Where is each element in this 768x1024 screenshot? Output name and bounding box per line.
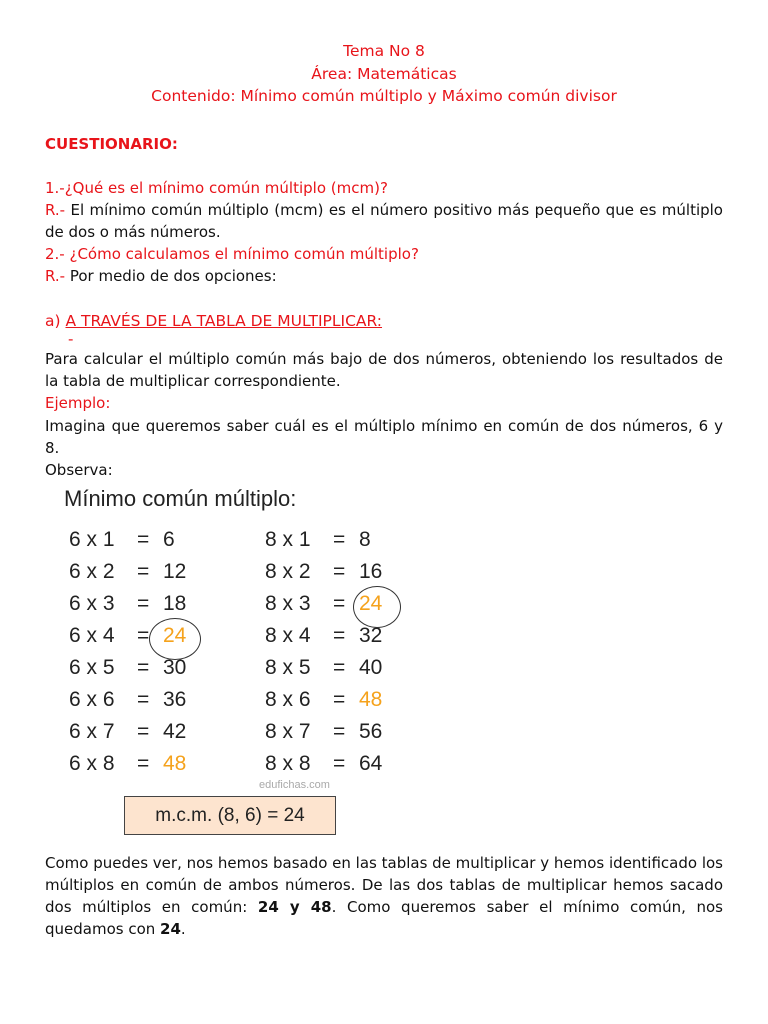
table-result: 12: [163, 560, 187, 583]
table-result: 32: [359, 624, 383, 647]
equals-sign: =: [137, 624, 150, 647]
table-result: 56: [359, 720, 383, 743]
conclusion-answer: 24: [160, 920, 181, 938]
table-expression: 6 x 8: [69, 752, 115, 775]
equals-sign: =: [137, 560, 150, 583]
table-result: 6: [163, 528, 175, 551]
table-expression: 6 x 7: [69, 720, 115, 743]
table-result: 40: [359, 656, 383, 679]
table-result: 48: [359, 688, 383, 711]
table-result: 8: [359, 528, 371, 551]
table-expression: 8 x 1: [265, 528, 311, 551]
equals-sign: =: [333, 720, 346, 743]
section-a-heading: [45, 310, 723, 332]
equals-sign: =: [137, 752, 150, 775]
section-a-title: A TRAVÉS DE LA TABLA DE MULTIPLICAR:: [65, 312, 383, 330]
table-expression: 8 x 7: [265, 720, 311, 743]
table-expression: 6 x 4: [69, 624, 115, 647]
question-2: 2.- ¿Cómo calculamos el mínimo común múltiplo?: [45, 245, 419, 263]
section-a-intro: Para calcular el múltiplo común más bajo de dos números, obteniendo los resultados de la tabla de multiplicar correspondiente.: [45, 350, 723, 390]
document-header: [0, 40, 768, 108]
table-result: 24: [359, 592, 383, 615]
equals-sign: =: [137, 528, 150, 551]
answer-2: [45, 265, 723, 287]
equals-sign: =: [137, 688, 150, 711]
answer-2-text: Por medio de dos opciones:: [65, 267, 277, 285]
area-title: Área: Matemáticas: [311, 64, 457, 83]
equals-sign: =: [137, 656, 150, 679]
equals-sign: =: [333, 560, 346, 583]
content-title: Contenido: Mínimo común múltiplo y Máximo común divisor: [151, 87, 617, 105]
equals-sign: =: [333, 592, 346, 615]
highlight-circle-6x4: [149, 618, 201, 660]
answer-2-prefix: R.-: [45, 267, 66, 285]
watermark: edufichas.com: [259, 779, 330, 791]
table-expression: 8 x 5: [265, 656, 311, 679]
equals-sign: =: [333, 752, 346, 775]
table-expression: 6 x 2: [69, 560, 115, 583]
table-result: 18: [163, 592, 187, 615]
conclusion-common-multiples: 24 y 48: [257, 898, 332, 916]
equals-sign: =: [333, 528, 346, 551]
question-1: 1.-¿Qué es el mínimo común múltiplo (mcm)?: [45, 179, 388, 197]
equals-sign: =: [333, 624, 346, 647]
multiplication-table-8: [265, 528, 425, 788]
highlight-circle-8x3: [353, 586, 401, 628]
example-text: Imagina que queremos saber cuál es el múltiplo mínimo en común de dos números, 6 y 8.: [45, 417, 723, 457]
conclusion-part2: . Como queremos saber el mínimo común, nos quedamos con: [45, 898, 723, 938]
conclusion-part1: Como puedes ver, nos hemos basado en las tablas de multiplicar y hemos identificado los múltiplos en común de ambos números. De las dos tablas de multiplicar hemos sacado dos múltiplos en común:: [45, 854, 723, 916]
table-expression: 8 x 3: [265, 592, 311, 615]
table-result: 16: [359, 560, 383, 583]
table-expression: 8 x 6: [265, 688, 311, 711]
conclusion-part3: .: [180, 920, 186, 938]
table-result: 24: [163, 624, 187, 647]
questionnaire-heading: CUESTIONARIO:: [45, 135, 178, 153]
table-expression: 6 x 1: [69, 528, 115, 551]
equals-sign: =: [333, 688, 346, 711]
section-a-dash: -: [68, 330, 74, 348]
table-expression: 6 x 5: [69, 656, 115, 679]
section-a-marker: a): [45, 312, 66, 330]
table-expression: 6 x 6: [69, 688, 115, 711]
figure-title: Mínimo común múltiplo:: [64, 486, 297, 511]
equals-sign: =: [137, 592, 150, 615]
answer-1-prefix: R.-: [45, 201, 66, 219]
table-result: 30: [163, 656, 187, 679]
table-expression: 8 x 4: [265, 624, 311, 647]
equals-sign: =: [333, 656, 346, 679]
answer-1: [45, 199, 723, 243]
topic-title: Tema No 8: [343, 42, 425, 60]
example-label: Ejemplo:: [45, 394, 111, 412]
table-expression: 8 x 8: [265, 752, 311, 775]
table-result: 48: [163, 752, 187, 775]
equals-sign: =: [137, 720, 150, 743]
answer-1-text: El mínimo común múltiplo (mcm) es el número positivo más pequeño que es múltiplo de dos o más números.: [45, 201, 723, 241]
table-result: 36: [163, 688, 187, 711]
mcm-result-box: m.c.m. (8, 6) = 24: [124, 796, 336, 835]
table-expression: 8 x 2: [265, 560, 311, 583]
multiplication-table-6: [69, 528, 229, 788]
table-result: 42: [163, 720, 187, 743]
table-result: 64: [359, 752, 383, 775]
conclusion-paragraph: [45, 852, 723, 940]
table-expression: 6 x 3: [69, 592, 115, 615]
observe-label: Observa:: [45, 461, 113, 479]
